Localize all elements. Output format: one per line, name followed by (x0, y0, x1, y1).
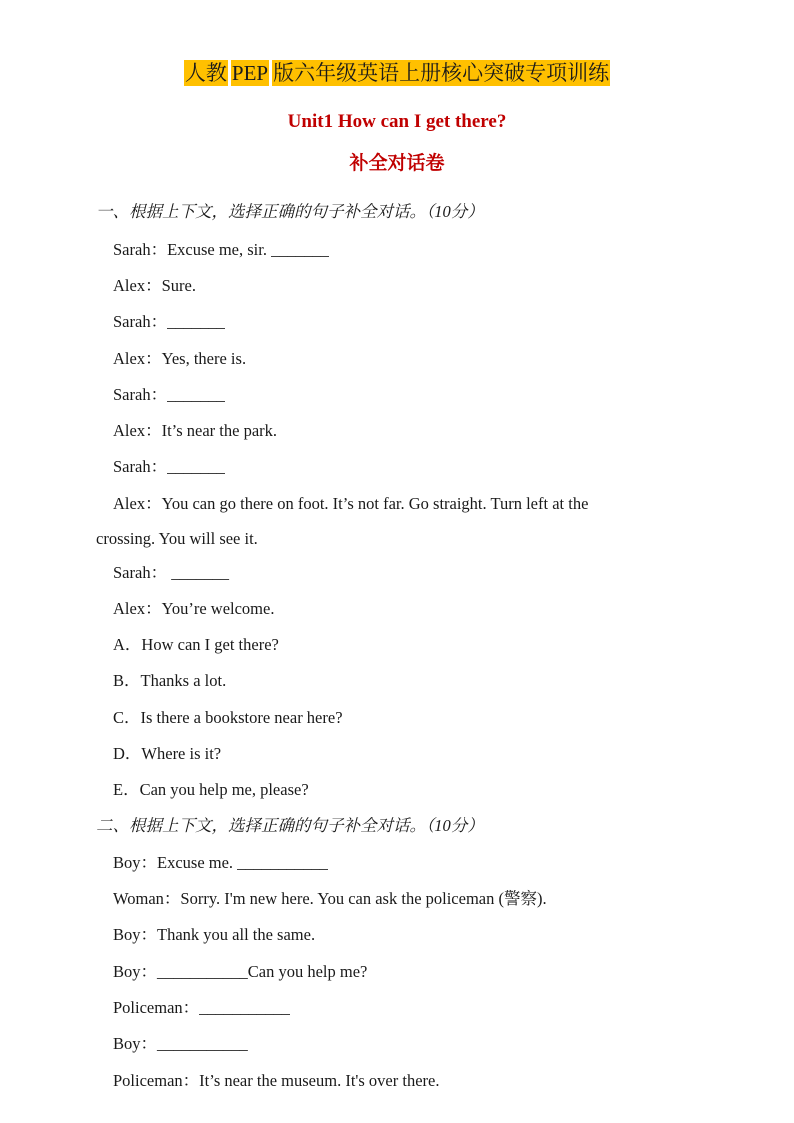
dialogue-line: Boy：Excuse me. ___________ (113, 853, 328, 872)
dialogue-line: Sarah：Excuse me, sir. _______ (113, 240, 329, 259)
dialogue-line: Alex：It’s near the park. (113, 421, 278, 440)
paper-title: 补全对话卷 (349, 152, 445, 174)
option-d: D．Where is it? (113, 744, 222, 763)
dialogue-line: Alex：Yes, there is. (113, 349, 247, 368)
dialogue-line: Sarah： _______ (113, 563, 229, 582)
dialogue-line: Alex：Sure. (113, 276, 196, 295)
dialogue-line: Policeman：It’s near the museum. It's over there. (113, 1071, 440, 1090)
dialogue-line: Boy：___________ (113, 1034, 248, 1053)
dialogue-line: Sarah：_______ (113, 385, 225, 404)
option-a: A．How can I get there? (113, 635, 279, 654)
dialogue-line: Sarah：_______ (113, 312, 225, 331)
dialogue-line: Alex：You can go there on foot. It’s not far. Go straight. Turn left at the (113, 494, 589, 513)
section2-heading: 二、根据上下文，选择正确的句子补全对话。（10分） (96, 816, 484, 835)
title-part-2: PEP (231, 61, 269, 85)
section1-heading: 一、根据上下文，选择正确的句子补全对话。（10分） (96, 202, 484, 221)
document-title (0, 55, 794, 91)
dialogue-line: Woman：Sorry. I'm new here. You can ask the policeman (警察). (113, 889, 547, 908)
dialogue-line: Boy：___________Can you help me? (113, 962, 368, 981)
title-part-1: 人教 (184, 61, 227, 85)
dialogue-line: Policeman：___________ (113, 998, 290, 1017)
dialogue-line-wrap: crossing. You will see it. (96, 529, 258, 548)
dialogue-line: Boy：Thank you all the same. (113, 925, 316, 944)
option-e: E．Can you help me, please? (113, 780, 309, 799)
dialogue-line: Sarah：_______ (113, 457, 225, 476)
dialogue-line: Alex：You’re welcome. (113, 599, 275, 618)
option-b: B．Thanks a lot. (113, 671, 227, 690)
unit-title: Unit1 How can I get there? (287, 111, 507, 132)
option-c: C．Is there a bookstore near here? (113, 708, 343, 727)
title-part-3: 版六年级英语上册核心突破专项训练 (273, 61, 610, 85)
